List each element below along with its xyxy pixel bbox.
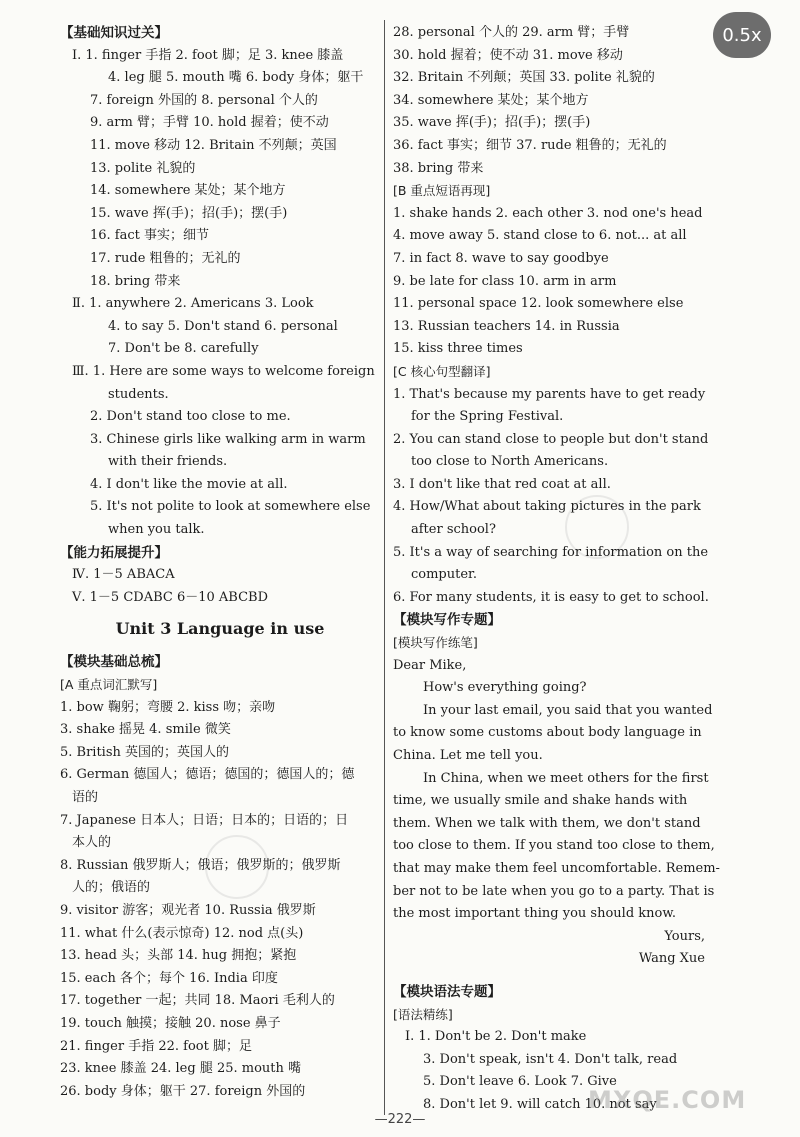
answer-line: for the Spring Festival. <box>411 409 564 425</box>
subsection-heading: [B 重点短语再现] <box>393 183 491 199</box>
answer-line: Yours, <box>664 928 705 944</box>
answer-line: 11. what 什么(表示惊奇) 12. nod 点(头) <box>60 925 304 941</box>
answer-line: 38. bring 带来 <box>393 160 484 176</box>
answer-line: 9. arm 臂；手臂 10. hold 握着；使不动 <box>90 115 329 131</box>
answer-line: too close to them. If you stand too close to them, <box>393 838 715 854</box>
page-number: —222— <box>374 1112 426 1127</box>
answer-line: 4. leg 腿 5. mouth 嘴 6. body 身体；躯干 <box>108 70 364 86</box>
answer-line: 11. move 移动 12. Britain 不列颠；英国 <box>90 137 337 153</box>
left-column <box>60 22 380 1103</box>
answer-line: 1. shake hands 2. each other 3. nod one's head <box>393 205 703 221</box>
answer-line: Ⅲ. 1. Here are some ways to welcome foreign <box>72 363 375 379</box>
answer-line: 32. Britain 不列颠；英国 33. polite 礼貌的 <box>393 70 655 86</box>
answer-line: 3. Chinese girls like walking arm in warm <box>90 431 366 447</box>
answer-line: 1. bow 鞠躬；弯腰 2. kiss 吻；亲吻 <box>60 699 276 715</box>
answer-line: 28. personal 个人的 29. arm 臂；手臂 <box>393 25 630 40</box>
section-heading: 【基础知识过关】 <box>60 25 168 41</box>
answer-line: 9. visitor 游客；观光者 10. Russia 俄罗斯 <box>60 902 316 918</box>
subsection-heading: [语法精练] <box>393 1006 453 1022</box>
answer-line: that may make them feel uncomfortable. Remem- <box>393 860 720 876</box>
answer-line: 11. personal space 12. look somewhere else <box>393 296 684 312</box>
answer-line: them. When we talk with them, we don't stand <box>393 815 701 831</box>
answer-line: Ⅱ. 1. anywhere 2. Americans 3. Look <box>72 296 314 312</box>
answer-line: 6. German 德国人；德语；德国的；德国人的；德 <box>60 767 355 783</box>
answer-line: 6. For many students, it is easy to get to school. <box>393 589 709 605</box>
answer-line: 34. somewhere 某处；某个地方 <box>393 92 589 108</box>
answer-line: 14. somewhere 某处；某个地方 <box>90 183 286 199</box>
answer-line: 19. touch 触摸；接触 20. nose 鼻子 <box>60 1015 281 1031</box>
answer-line: In China, when we meet others for the first <box>423 770 709 786</box>
answer-line: China. Let me tell you. <box>393 748 543 763</box>
answer-line: 13. Russian teachers 14. in Russia <box>393 318 620 334</box>
answer-line: 17. rude 粗鲁的；无礼的 <box>90 250 241 266</box>
section-heading: 【模块基础总梳】 <box>60 654 168 671</box>
answer-line: after school? <box>411 522 496 538</box>
unit-title: Unit 3 Language in use <box>115 619 325 639</box>
answer-line: How's everything going? <box>423 680 587 696</box>
answer-line: 13. head 头；头部 14. hug 拥抱；紧抱 <box>60 948 297 964</box>
answer-line: 本人的 <box>72 835 112 851</box>
answer-line: 8. Russian 俄罗斯人；俄语；俄罗斯的；俄罗斯 <box>60 857 341 873</box>
answer-line: too close to North Americans. <box>411 454 609 470</box>
answer-line: 5. Don't leave 6. Look 7. Give <box>423 1074 617 1090</box>
answer-line: 7. foreign 外国的 8. personal 个人的 <box>90 92 318 108</box>
answer-line: 15. wave 挥(手)；招(手)；摆(手) <box>90 205 288 221</box>
answer-line: 5. It's not polite to look at somewhere else <box>90 499 371 515</box>
answer-line: 30. hold 握着；使不动 31. move 移动 <box>393 47 623 63</box>
answer-line: 3. Don't speak, isn't 4. Don't talk, read <box>423 1051 678 1067</box>
answer-line: 2. You can stand close to people but don't stand <box>393 431 709 447</box>
answer-line: 1. That's because my parents have to get ready <box>393 386 706 402</box>
answer-line: the most important thing you should know. <box>393 906 677 922</box>
answer-line: 35. wave 挥(手)；招(手)；摆(手) <box>393 115 591 131</box>
answer-line: 26. body 身体；躯干 27. foreign 外国的 <box>60 1083 306 1099</box>
answer-line: 15. kiss three times <box>393 341 523 357</box>
answer-line: 4. move away 5. stand close to 6. not... at all <box>393 228 687 244</box>
subsection-heading: [A 重点词汇默写] <box>60 677 158 693</box>
answer-line: Ⅴ. 1－5 CDABC 6－10 ABCBD <box>72 589 269 605</box>
section-heading: 【模块写作专题】 <box>393 612 501 629</box>
answer-line: 21. finger 手指 22. foot 脚；足 <box>60 1038 252 1054</box>
answer-line: Ⅰ. 1. Don't be 2. Don't make <box>405 1029 587 1045</box>
subsection-heading: [模块写作练笔] <box>393 635 478 651</box>
answer-line: 36. fact 事实；细节 37. rude 粗鲁的；无礼的 <box>393 137 667 153</box>
answer-line: with their friends. <box>108 454 228 470</box>
subsection-heading: [C 核心句型翻译] <box>393 363 491 379</box>
zoom-level-badge[interactable]: 0.5x <box>713 12 771 58</box>
answer-line: Ⅰ. 1. finger 手指 2. foot 脚；足 3. knee 膝盖 <box>72 47 344 63</box>
answer-line: computer. <box>411 567 477 583</box>
answer-line: 5. British 英国的；英国人的 <box>60 744 230 760</box>
answer-line: 15. each 各个；每个 16. India 印度 <box>60 970 278 986</box>
answer-line: 17. together 一起；共同 18. Maori 毛利人的 <box>60 993 335 1009</box>
answer-line: 16. fact 事实；细节 <box>90 228 210 244</box>
answer-line: 7. Japanese 日本人；日语；日本的；日语的；日 <box>60 812 349 828</box>
answer-line: 2. Don't stand too close to me. <box>90 409 291 425</box>
answer-line: 人的；俄语的 <box>72 880 151 896</box>
answer-line: In your last email, you said that you wanted <box>423 702 713 718</box>
answer-line: 语的 <box>72 790 99 805</box>
answer-line: 8. Don't let 9. will catch 10. not say <box>423 1096 657 1112</box>
answer-line: 4. How/What about taking pictures in the park <box>393 499 701 515</box>
right-column <box>393 22 720 1117</box>
answer-line: 13. polite 礼貌的 <box>90 160 196 176</box>
answer-line: ber not to be late when you go to a party. That is <box>393 883 715 899</box>
answer-line: 7. Don't be 8. carefully <box>108 341 259 357</box>
answer-line: 4. to say 5. Don't stand 6. personal <box>108 318 338 334</box>
answer-line: Wang Xue <box>638 951 705 967</box>
answer-line: 7. in fact 8. wave to say goodbye <box>393 250 609 266</box>
answer-line <box>393 971 713 981</box>
column-divider <box>384 20 385 1115</box>
section-heading: 【能力拓展提升】 <box>60 544 168 561</box>
answer-line: students. <box>108 386 169 402</box>
answer-line: to know some customs about body language in <box>393 725 702 741</box>
watermark-site-text: MXQE.COM <box>588 1086 747 1114</box>
answer-line: 3. I don't like that red coat at all. <box>393 476 611 492</box>
answer-line: 4. I don't like the movie at all. <box>90 476 288 492</box>
section-heading: 【模块语法专题】 <box>393 983 501 1000</box>
answer-line: 23. knee 膝盖 24. leg 腿 25. mouth 嘴 <box>60 1061 302 1077</box>
answer-line: 9. be late for class 10. arm in arm <box>393 273 617 289</box>
answer-line: 3. shake 摇晃 4. smile 微笑 <box>60 722 231 738</box>
answer-line: 5. It's a way of searching for information on the <box>393 544 709 560</box>
answer-line: Ⅳ. 1－5 ABACA <box>72 567 175 583</box>
answer-line: time, we usually smile and shake hands with <box>393 793 688 809</box>
answer-line: Dear Mike, <box>393 657 467 673</box>
answer-line: when you talk. <box>108 522 205 538</box>
answer-line: 18. bring 带来 <box>90 273 181 289</box>
